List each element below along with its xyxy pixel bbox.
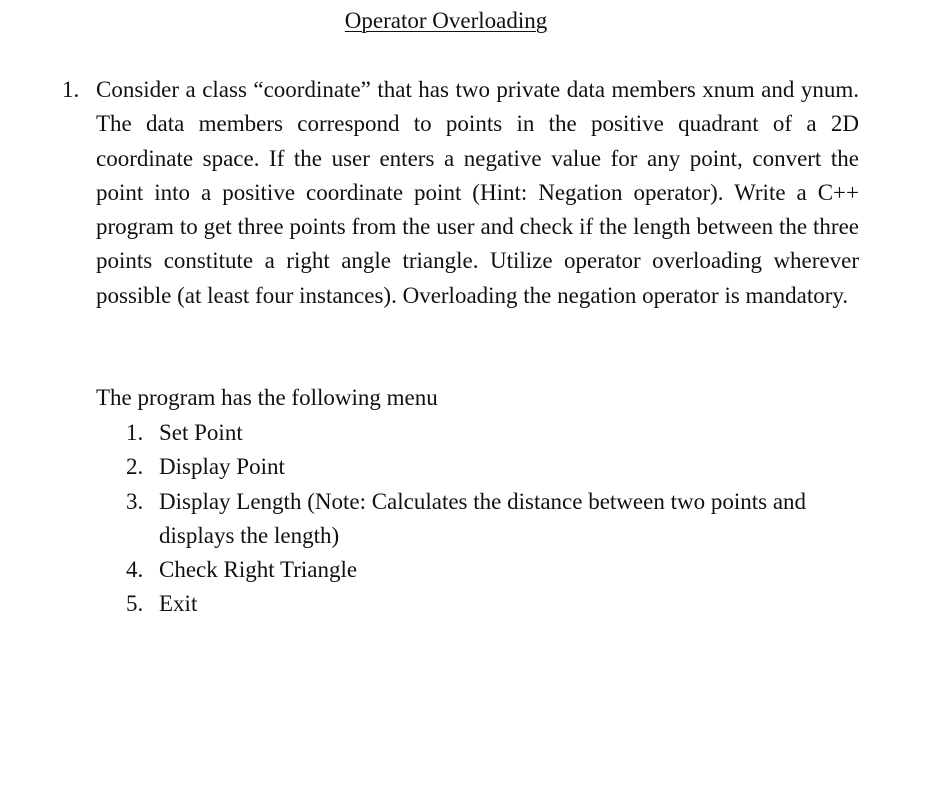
menu-item-number: 2.: [126, 454, 144, 480]
menu-intro: The program has the following menu: [96, 385, 438, 410]
menu-item-label: Display Point: [159, 454, 285, 480]
menu-item-check-right-triangle: [0, 553, 859, 587]
menu-item-number: 4.: [126, 557, 144, 583]
menu-item-number: 5.: [126, 591, 144, 617]
question-text: Consider a class “coordinate” that has two private data members xnum and ynum. The data members correspond to points in the positive quadrant of a 2D coordinate space. If the user enters a negative value for any point, convert the point into a positive coordinate point (Hint: Negation operator). Write a C++ program to get three points from the user and check if the length between the three points constitute a right angle triangle. Utilize operator overloading wherever possible (at least four instances). Overloading the negation operator is mandatory.: [96, 77, 859, 308]
menu-item-number: 3.: [126, 488, 144, 514]
menu-item-label: Exit: [159, 591, 198, 617]
menu-item-label: Check Right Triangle: [159, 557, 358, 583]
menu-item-exit: [0, 587, 859, 621]
page-title: Operator Overloading: [344, 8, 548, 33]
menu-item-label: Set Point: [159, 420, 243, 445]
menu-item-number: 1.: [126, 420, 144, 445]
menu-item-set-point: [0, 416, 859, 450]
menu-item-display-length: [0, 485, 859, 554]
menu-item-display-point: [0, 450, 859, 484]
menu-list: [0, 416, 934, 622]
question-number: 1.: [62, 77, 80, 102]
menu-item-label: Display Length (Note: Calculates the distance between two points and displays the length): [159, 488, 807, 548]
